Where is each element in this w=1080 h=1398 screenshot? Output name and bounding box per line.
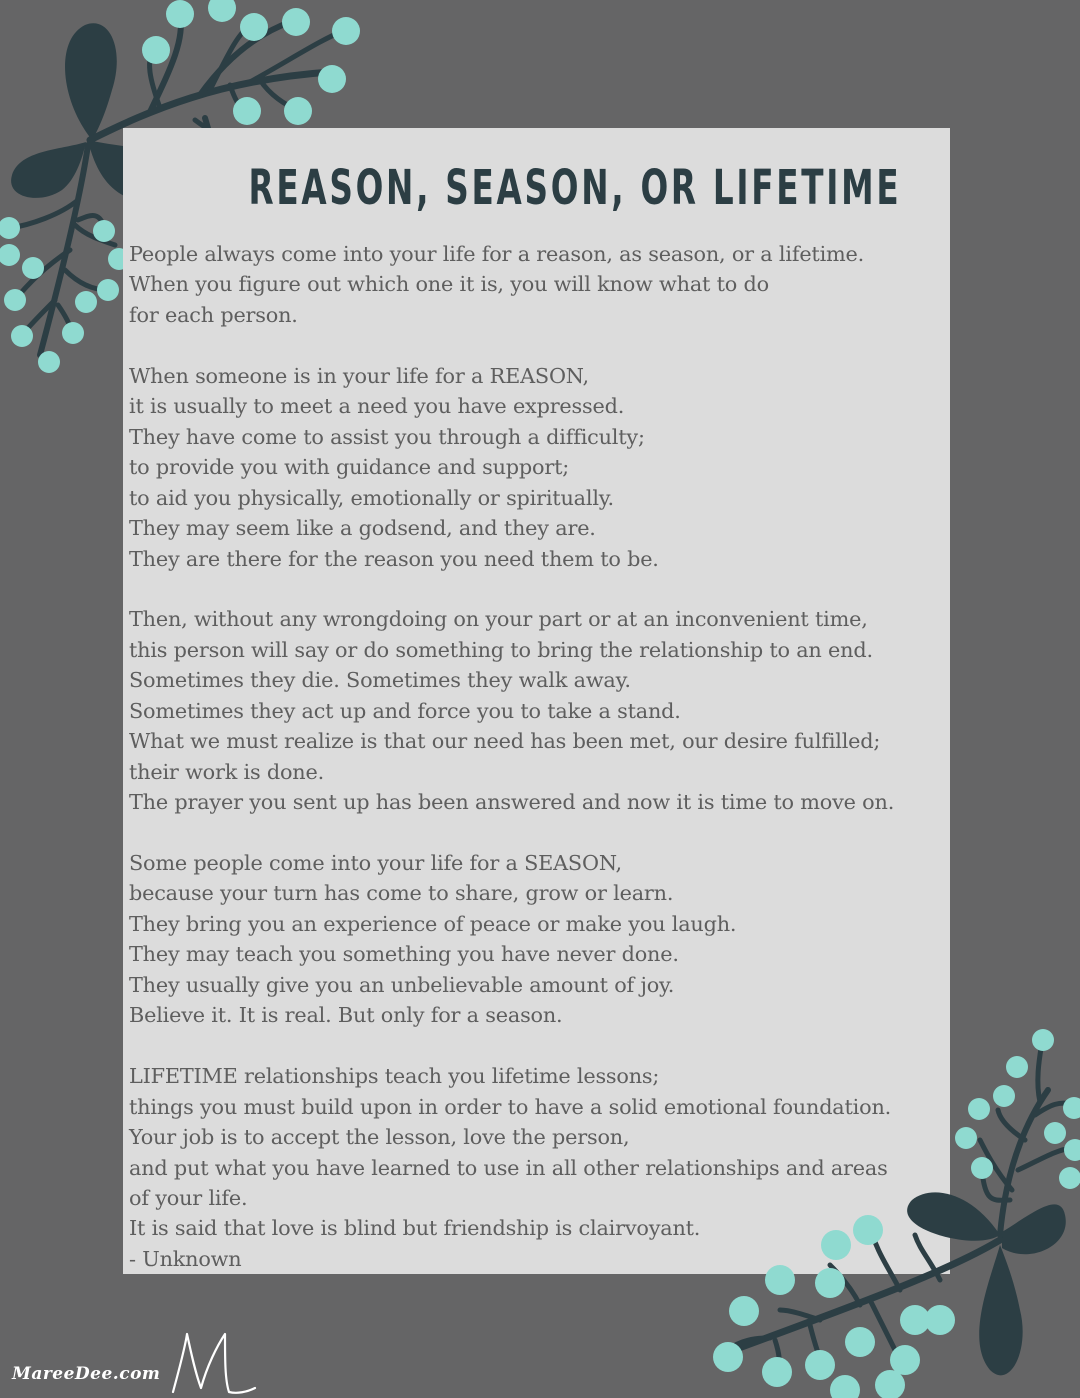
poem-line: of your life. bbox=[129, 1185, 248, 1210]
poem-line: Then, without any wrongdoing on your part or at an inconvenient time, bbox=[129, 607, 868, 632]
poem-line: things you must build upon in order to have a solid emotional foundation. bbox=[129, 1094, 892, 1119]
stanza-1 bbox=[129, 239, 944, 330]
stanza-2 bbox=[129, 361, 944, 574]
poem-line: Believe it. It is real. But only for a season. bbox=[129, 1003, 563, 1028]
poem-line: Sometimes they act up and force you to take a stand. bbox=[129, 698, 681, 723]
poem-line: it is usually to meet a need you have expressed. bbox=[129, 394, 625, 419]
poem-line: their work is done. bbox=[129, 759, 325, 784]
poem-line: It is said that love is blind but friendship is clairvoyant. bbox=[129, 1216, 701, 1241]
poem-line: this person will say or do something to bring the relationship to an end. bbox=[129, 637, 873, 662]
poem-line: They may teach you something you have never done. bbox=[129, 942, 679, 967]
poem-line: LIFETIME relationships teach you lifetime lessons; bbox=[129, 1064, 660, 1089]
poem-line: They have come to assist you through a difficulty; bbox=[129, 424, 645, 449]
poem-line: Sometimes they die. Sometimes they walk away. bbox=[129, 668, 631, 693]
poem-line: They are there for the reason you need them to be. bbox=[129, 546, 659, 571]
poem-attribution: - Unknown bbox=[129, 1246, 242, 1271]
poem-line: People always come into your life for a reason, as season, or a lifetime. bbox=[129, 242, 865, 266]
poem-line: for each person. bbox=[129, 302, 298, 327]
brand-wordmark: MareeDee.com bbox=[12, 1364, 161, 1384]
poem-line: to aid you physically, emotionally or spiritually. bbox=[129, 485, 614, 510]
page-title: REASON, SEASON, OR LIFETIME bbox=[248, 160, 902, 216]
m-monogram-icon bbox=[165, 1330, 260, 1398]
poem-line: What we must realize is that our need has been met, our desire fulfilled; bbox=[129, 729, 881, 754]
poem-line: They may seem like a godsend, and they are. bbox=[129, 516, 596, 541]
poem-line: because your turn has come to share, grow or learn. bbox=[129, 881, 674, 906]
stanza-3 bbox=[129, 604, 944, 817]
poem-line: to provide you with guidance and support; bbox=[129, 455, 570, 480]
poem-line: and put what you have learned to use in all other relationships and areas bbox=[129, 1155, 888, 1180]
poem-line: They bring you an experience of peace or make you laugh. bbox=[129, 911, 737, 936]
poem-line: When someone is in your life for a REASON, bbox=[129, 363, 589, 388]
poem-line: They usually give you an unbelievable amount of joy. bbox=[129, 972, 675, 997]
floral-branch-bottom-icon bbox=[700, 1020, 1080, 1398]
poem-line: The prayer you sent up has been answered and now it is time to move on. bbox=[129, 790, 895, 815]
poem-line: When you figure out which one it is, you will know what to do bbox=[129, 272, 769, 297]
stanza-4 bbox=[129, 848, 944, 1031]
poem-line: Your job is to accept the lesson, love the person, bbox=[129, 1125, 630, 1150]
poem-line: Some people come into your life for a SEASON, bbox=[129, 851, 622, 876]
